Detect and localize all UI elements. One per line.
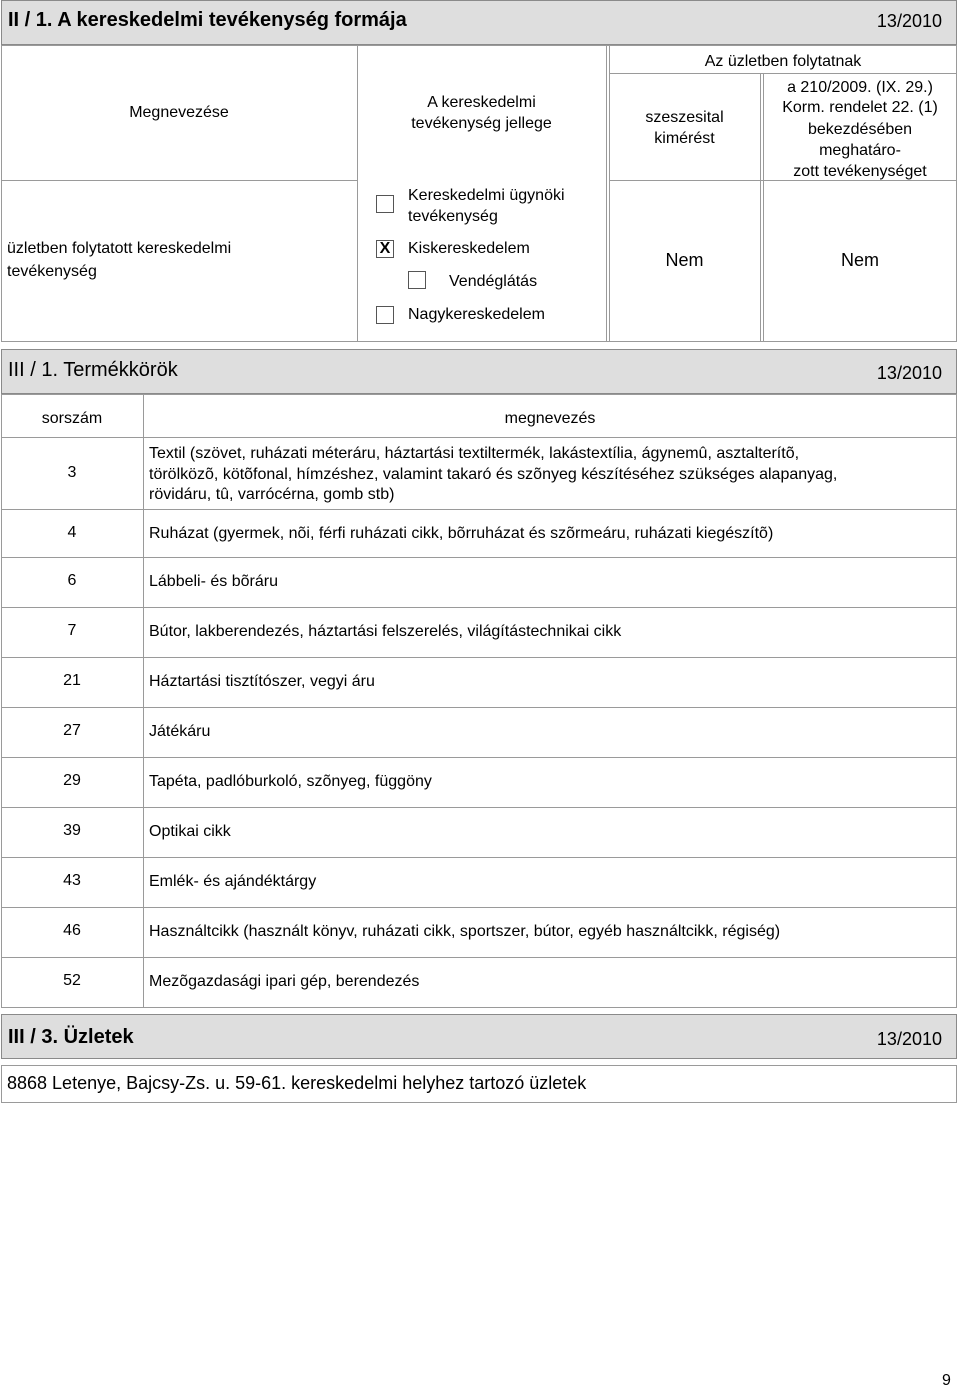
row-number: 21 <box>63 672 81 689</box>
row-number: 27 <box>63 722 81 739</box>
row-name-line1: Textil (szövet, ruházati méteráru, háztartási textiltermék, lakástextília, ágynemû, asztalterítõ, <box>149 445 800 462</box>
row-number: 46 <box>63 922 81 939</box>
col-alcohol-header-line1: szeszesital <box>645 109 724 126</box>
row-number: 29 <box>63 772 81 789</box>
col-decree-header-line1: a 210/2009. (IX. 29.) <box>787 79 933 96</box>
col-decree-header-line3: bekezdésében <box>807 121 913 138</box>
col-nature-header-line1: A kereskedelmi <box>427 94 536 111</box>
row-name: Optikai cikk <box>149 823 231 840</box>
section-date: 13/2010 <box>876 1029 942 1049</box>
table-row <box>1 437 957 509</box>
page-number: 9 <box>942 1372 951 1389</box>
row-name: Használtcikk (használt könyv, ruházati cikk, sportszer, bútor, egyéb használtcikk, régiség) <box>149 923 781 940</box>
section-title: III / 1. Termékkörök <box>8 359 178 381</box>
row-name: Ruházat (gyermek, nõi, férfi ruházati cikk, bõrruházat és szõrmeáru, ruházati kiegészítõ) <box>149 525 774 542</box>
table-row <box>1 557 957 607</box>
section-header-activity-form <box>1 0 957 45</box>
table-row <box>1 509 957 557</box>
col-name-header: megnevezés <box>504 410 596 427</box>
row-name: Tapéta, padlóburkoló, szõnyeg, függöny <box>149 773 432 790</box>
table-row <box>1 907 957 957</box>
section-header-shops <box>1 1014 957 1059</box>
row-number: 52 <box>63 972 81 989</box>
section-title: III / 3. Üzletek <box>8 1026 134 1048</box>
row-number: 39 <box>63 822 81 839</box>
row-name: Háztartási tisztítószer, vegyi áru <box>149 673 375 690</box>
checkbox-catering[interactable] <box>408 271 426 289</box>
row-number: 43 <box>63 872 81 889</box>
row-name: Játékáru <box>149 723 211 740</box>
row-number: 4 <box>67 524 77 541</box>
col-group-header: Az üzletben folytatnak <box>704 53 862 70</box>
col-decree-header-line4: meghatáro- <box>819 142 901 159</box>
row-name: Mezõgazdasági ipari gép, berendezés <box>149 973 420 990</box>
table-row <box>1 657 957 707</box>
row-name-line3: rövidáru, tû, varrócérna, gomb stb) <box>149 486 395 503</box>
col-decree-header-line2: Korm. rendelet 22. (1) <box>782 99 938 116</box>
option-label-agent-line2: tevékenység <box>408 208 498 225</box>
decree-value: Nem <box>840 250 879 270</box>
checkbox-retail[interactable]: X <box>376 240 394 258</box>
option-label-catering: Vendéglátás <box>449 273 538 290</box>
section-date: 13/2010 <box>876 363 942 383</box>
table-row <box>1 807 957 857</box>
option-label-agent-line1: Kereskedelmi ügynöki <box>408 187 565 204</box>
row-name-line1: üzletben folytatott kereskedelmi <box>7 240 232 257</box>
col-nature-header-line2: tevékenység jellege <box>411 115 552 132</box>
row-number: 3 <box>67 464 77 481</box>
option-label-wholesale: Nagykereskedelem <box>408 306 545 323</box>
option-label-retail: Kiskereskedelem <box>408 240 530 257</box>
table-row <box>1 707 957 757</box>
row-name-line2: törölközõ, kötõfonal, hímzéshez, valamint takaró és szõnyeg készítéséhez szükséges alapanyag, <box>149 466 838 483</box>
checkbox-agent[interactable] <box>376 195 394 213</box>
alcohol-value: Nem <box>665 250 704 270</box>
row-name: Lábbeli- és bõráru <box>149 573 278 590</box>
section-date: 13/2010 <box>876 11 942 31</box>
section-header-product-groups <box>1 349 957 394</box>
table-row <box>1 857 957 907</box>
checkbox-wholesale[interactable] <box>376 306 394 324</box>
table-row <box>1 757 957 807</box>
col-alcohol-header-line2: kimérést <box>654 130 715 147</box>
table-row <box>1 957 957 1008</box>
row-name-line2: tevékenység <box>7 263 97 280</box>
row-name: Bútor, lakberendezés, háztartási felszerelés, világítástechnikai cikk <box>149 623 622 640</box>
shop-address: 8868 Letenye, Bajcsy-Zs. u. 59-61. kereskedelmi helyhez tartozó üzletek <box>7 1073 587 1093</box>
col-name-header: Megnevezése <box>129 104 229 121</box>
row-number: 7 <box>67 622 77 639</box>
row-number: 6 <box>67 572 77 589</box>
row-name: Emlék- és ajándéktárgy <box>149 873 317 890</box>
col-number-header: sorszám <box>41 410 103 427</box>
table-row <box>1 607 957 657</box>
section-title: II / 1. A kereskedelmi tevékenység formája <box>8 9 407 31</box>
col-decree-header-line5: zott tevékenységet <box>793 163 927 180</box>
